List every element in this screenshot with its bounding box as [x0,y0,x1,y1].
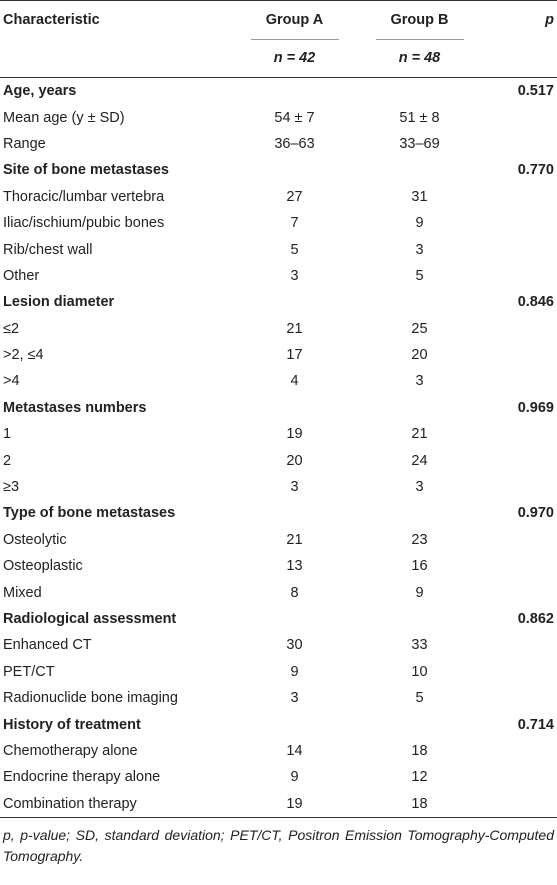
p-value [482,527,557,553]
group-b-value: 23 [411,531,428,548]
p-value: 0.969 [517,399,554,416]
group-a-value: 30 [286,637,303,654]
group-a-value: 54 ± 7 [274,109,315,126]
group-a-value: 21 [286,531,303,548]
table-row [0,104,557,130]
group-b-value: 9 [415,584,424,601]
row-label: ≤2 [3,320,20,337]
table-row [0,316,557,342]
table-row [0,236,557,262]
group-a-value: 17 [286,347,303,364]
p-value: 0.770 [517,162,554,179]
row-label: Radiological assessment [3,611,177,627]
p-value [482,764,557,790]
p-value [482,104,557,130]
p-value [482,236,557,262]
row-label: Enhanced CT [3,637,92,654]
group-a-value [232,500,357,526]
table-row [0,474,557,500]
section-row [0,711,557,737]
group-b-value: 12 [411,769,428,786]
group-b-value: 5 [415,267,424,284]
row-label: Chemotherapy alone [3,742,138,759]
p-value: 0.970 [517,505,554,522]
group-b-value: 3 [415,479,424,496]
group-b-value: 3 [415,241,424,258]
table-row [0,553,557,579]
header-n-p-empty [482,39,557,78]
p-value [482,791,557,818]
row-label: Other [3,267,40,284]
row-label: Metastases numbers [3,399,147,416]
row-label: Age, years [3,83,77,100]
p-value: 0.862 [517,611,554,627]
group-b-value [357,395,482,421]
group-a-value: 20 [286,452,303,469]
p-value [482,368,557,394]
n-group-b: n = 48 [398,50,441,66]
p-value [482,316,557,342]
row-label: Lesion diameter [3,294,115,311]
table-row [0,659,557,685]
section-row [0,395,557,421]
row-label: Radionuclide bone imaging [3,690,178,707]
p-value [482,738,557,764]
footnote: p, p-value; SD, standard deviation; PET/CT, Positron Emission Tomography-Computed Tomography. [3,826,554,864]
group-b-value: 5 [415,690,424,707]
group-a-value: 7 [290,215,299,232]
row-label: Combination therapy [3,795,137,812]
group-a-value: 9 [290,663,299,680]
group-b-value [357,289,482,315]
table-row [0,368,557,394]
table-row [0,527,557,553]
p-value [482,579,557,605]
row-label: Iliac/ischium/pubic bones [3,215,165,232]
row-label: >4 [3,373,20,390]
row-label: PET/CT [3,663,55,680]
header-p: p [545,12,554,28]
p-value: 0.846 [517,294,554,311]
p-value [482,659,557,685]
header-characteristic: Characteristic [3,12,100,28]
group-b-value: 33 [411,637,428,654]
table-row [0,579,557,605]
row-label: Mean age (y ± SD) [3,109,125,126]
group-b-value [357,606,482,632]
group-a-value: 13 [286,558,303,575]
group-a-value: 27 [286,188,303,205]
table-row [0,263,557,289]
p-value [482,342,557,368]
row-label: Type of bone metastases [3,505,176,522]
section-row [0,78,557,105]
header-row [0,1,557,40]
row-label: ≥3 [3,479,20,496]
row-label: History of treatment [3,716,141,733]
group-b-value: 9 [415,215,424,232]
group-b-rule [376,39,464,40]
group-a-value: 9 [290,769,299,786]
p-value [482,632,557,658]
group-a-value: 3 [290,690,299,707]
header-group-b: Group B [390,12,449,28]
group-b-value: 21 [411,426,428,443]
row-label: Osteolytic [3,531,67,548]
section-row [0,500,557,526]
header-n-group-a [232,39,357,78]
row-label: Thoracic/lumbar vertebra [3,188,165,205]
group-a-value: 19 [286,795,303,812]
table-row [0,342,557,368]
header-n-group-b [357,39,482,78]
row-label: Mixed [3,584,42,601]
row-label: 2 [3,452,12,469]
row-label: Endocrine therapy alone [3,769,161,786]
group-b-value [357,157,482,183]
group-a-value: 36–63 [274,135,315,152]
group-b-value: 20 [411,347,428,364]
row-label: Osteoplastic [3,558,83,575]
row-label: Range [3,135,46,152]
group-a-value: 5 [290,241,299,258]
group-a-rule [251,39,339,40]
header-group-a: Group A [265,12,324,28]
group-a-value: 3 [290,479,299,496]
table-row [0,184,557,210]
group-b-value: 18 [411,742,428,759]
p-value [482,685,557,711]
group-b-value [357,500,482,526]
group-a-value [232,606,357,632]
table-row [0,210,557,236]
group-b-value: 24 [411,452,428,469]
group-a-value [232,395,357,421]
row-label: >2, ≤4 [3,347,44,364]
group-a-value: 3 [290,267,299,284]
group-b-value [357,78,482,105]
table-row [0,791,557,818]
table-row [0,632,557,658]
group-b-value: 3 [415,373,424,390]
table-body [0,78,557,818]
row-label: Rib/chest wall [3,241,93,258]
table-row [0,447,557,473]
p-value [482,421,557,447]
table-row [0,131,557,157]
group-a-value: 8 [290,584,299,601]
p-value [482,553,557,579]
group-a-value [232,711,357,737]
p-value: 0.714 [517,716,554,733]
table-row [0,738,557,764]
group-a-value: 14 [286,742,303,759]
group-a-value [232,78,357,105]
row-label: 1 [3,426,12,443]
p-value [482,474,557,500]
group-b-value: 31 [411,188,428,205]
section-row [0,606,557,632]
table-row [0,764,557,790]
group-a-value [232,157,357,183]
group-b-value: 33–69 [399,135,440,152]
p-value [482,131,557,157]
group-b-value [357,711,482,737]
section-row [0,289,557,315]
n-group-a: n = 42 [273,50,316,66]
group-b-value: 18 [411,795,428,812]
group-b-value: 51 ± 8 [399,109,440,126]
section-row [0,157,557,183]
table-row [0,685,557,711]
p-value: 0.517 [517,83,554,100]
p-value [482,184,557,210]
table-row [0,421,557,447]
group-a-value: 21 [286,320,303,337]
group-b-value: 25 [411,320,428,337]
group-b-value: 10 [411,663,428,680]
header-n-row [0,39,557,78]
row-label: Site of bone metastases [3,162,169,179]
group-b-value: 16 [411,558,428,575]
p-value [482,210,557,236]
group-a-value [232,289,357,315]
header-n-empty [0,39,232,78]
group-a-value: 4 [290,373,299,390]
p-value [482,447,557,473]
p-value [482,263,557,289]
group-a-value: 19 [286,426,303,443]
